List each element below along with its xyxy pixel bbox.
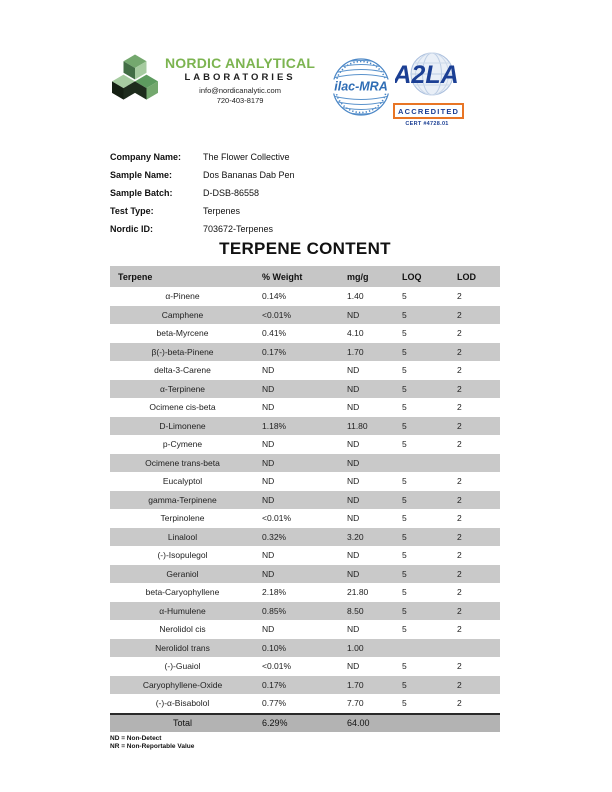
table-row: [110, 287, 500, 306]
brand-subtitle: LABORATORIES: [184, 72, 296, 83]
table-row: [110, 639, 500, 658]
cell-lod: 2: [457, 679, 462, 690]
cell-loq: 5: [402, 439, 407, 450]
a2la-cert-number: CERT #4728.01: [405, 121, 449, 127]
table-row: [110, 546, 500, 565]
cell-weight: ND: [262, 624, 275, 635]
info-label: Sample Batch:: [110, 188, 173, 198]
a2la-seal: [393, 52, 461, 127]
cell-weight: 0.14%: [262, 291, 287, 302]
cell-loq: 5: [402, 661, 407, 672]
brand-block: [112, 50, 315, 107]
table-row: [110, 694, 500, 713]
table-row: [110, 565, 500, 584]
cell-loq: 5: [402, 568, 407, 579]
cell-weight: ND: [262, 365, 275, 376]
cell-loq: 5: [402, 587, 407, 598]
cell-mgg: 1.70: [347, 346, 364, 357]
column-header-terpene: Terpene: [118, 271, 153, 282]
brand-name: NORDIC ANALYTICAL: [165, 55, 316, 71]
cell-mgg: 7.70: [347, 698, 364, 709]
cell-loq: 5: [402, 698, 407, 709]
cell-weight: 1.18%: [262, 420, 287, 431]
cell-loq: 5: [402, 531, 407, 542]
brand-text: [165, 50, 315, 107]
cell-name: α-Pinene: [165, 291, 200, 302]
total-mgg: 64.00: [347, 718, 370, 728]
cell-lod: 2: [457, 476, 462, 487]
cell-loq: 5: [402, 550, 407, 561]
info-row-nordic-id: [110, 220, 295, 238]
total-label: Total: [172, 718, 192, 728]
info-row-sample-name: [110, 166, 295, 184]
info-value: D-DSB-86558: [203, 188, 260, 198]
cell-name: Eucalyptol: [162, 476, 203, 487]
cell-lod: 2: [457, 402, 462, 413]
cell-mgg: ND: [347, 624, 360, 635]
info-value: The Flower Collective: [203, 152, 290, 162]
cell-name: (-)-α-Bisabolol: [155, 698, 210, 709]
cell-name: gamma-Terpinene: [148, 494, 217, 505]
cell-lod: 2: [457, 661, 462, 672]
cell-loq: 5: [402, 624, 407, 635]
table-header-row: [110, 266, 500, 287]
ilac-mra-seal-icon: [330, 56, 392, 123]
brand-phone: 720-403-8179: [216, 96, 264, 105]
cell-mgg: ND: [347, 402, 360, 413]
table-row: [110, 491, 500, 510]
info-row-sample-batch: [110, 184, 295, 202]
cell-name: Nerolidol trans: [155, 642, 210, 653]
cell-lod: 2: [457, 494, 462, 505]
cell-mgg: ND: [347, 383, 360, 394]
cell-loq: 5: [402, 494, 407, 505]
info-value: Terpenes: [203, 206, 241, 216]
cell-mgg: ND: [347, 568, 360, 579]
cell-mgg: 8.50: [347, 605, 364, 616]
cell-mgg: ND: [347, 365, 360, 376]
cell-name: β(-)-beta-Pinene: [151, 346, 214, 357]
table-row: [110, 528, 500, 547]
table-row: [110, 380, 500, 399]
info-label: Test Type:: [110, 206, 154, 216]
cell-weight: 0.17%: [262, 679, 287, 690]
cell-mgg: ND: [347, 661, 360, 672]
table-row: [110, 343, 500, 362]
cell-name: p-Cymene: [162, 439, 203, 450]
cell-loq: 5: [402, 309, 407, 320]
total-weight: 6.29%: [262, 718, 288, 728]
cell-lod: 2: [457, 365, 462, 376]
terpene-table: [110, 266, 500, 732]
cell-mgg: 3.20: [347, 531, 364, 542]
cell-mgg: ND: [347, 550, 360, 561]
column-header-weight: % Weight: [262, 271, 303, 282]
info-label: Nordic ID:: [110, 224, 154, 234]
cell-name: α-Humulene: [159, 605, 206, 616]
cell-name: Caryophyllene-Oxide: [142, 679, 223, 690]
cell-mgg: ND: [347, 494, 360, 505]
a2la-accredited-badge: ACCREDITED: [393, 103, 464, 119]
cell-name: beta-Caryophyllene: [145, 587, 220, 598]
cell-name: Ocimene trans-beta: [145, 457, 220, 468]
cell-loq: 5: [402, 383, 407, 394]
page-title: TERPENE CONTENT: [219, 239, 391, 258]
cell-loq: 5: [402, 365, 407, 376]
cell-lod: 2: [457, 698, 462, 709]
cell-mgg: 4.10: [347, 328, 364, 339]
column-header-mgg: mg/g: [347, 271, 369, 282]
table-row: [110, 583, 500, 602]
info-value: 703672-Terpenes: [203, 224, 274, 234]
info-row-test-type: [110, 202, 295, 220]
cell-lod: 2: [457, 291, 462, 302]
cell-loq: 5: [402, 513, 407, 524]
cell-name: Linalool: [167, 531, 198, 542]
cell-weight: ND: [262, 476, 275, 487]
cell-weight: <0.01%: [262, 513, 292, 524]
nordic-cubes-logo-icon: [112, 50, 158, 107]
table-row: [110, 306, 500, 325]
a2la-monogram: A2LA: [395, 61, 459, 89]
table-total-row: [110, 713, 500, 732]
info-value: Dos Bananas Dab Pen: [203, 170, 295, 180]
cell-loq: 5: [402, 291, 407, 302]
table-row: [110, 602, 500, 621]
cell-weight: ND: [262, 550, 275, 561]
column-header-loq: LOQ: [402, 271, 422, 282]
table-row: [110, 361, 500, 380]
table-row: [110, 676, 500, 695]
table-row: [110, 417, 500, 436]
a2la-globe-icon: [395, 52, 459, 96]
cell-weight: ND: [262, 439, 275, 450]
info-row-company: [110, 148, 295, 166]
cell-lod: 2: [457, 383, 462, 394]
cell-weight: 0.10%: [262, 642, 287, 653]
cell-lod: 2: [457, 420, 462, 431]
cell-loq: 5: [402, 328, 407, 339]
footnotes: [110, 735, 194, 751]
table-row: [110, 472, 500, 491]
cell-mgg: ND: [347, 513, 360, 524]
cell-name: Nerolidol cis: [159, 624, 206, 635]
brand-email: info@nordicanalytic.com: [199, 86, 281, 95]
cell-mgg: 21.80: [347, 587, 369, 598]
table-body: [110, 287, 500, 713]
footnote-nd: ND = Non-Detect: [110, 735, 162, 742]
cell-name: α-Terpinene: [159, 383, 206, 394]
info-label: Sample Name:: [110, 170, 173, 180]
cell-name: Geraniol: [166, 568, 199, 579]
cell-name: beta-Myrcene: [156, 328, 209, 339]
cell-weight: ND: [262, 383, 275, 394]
cell-lod: 2: [457, 513, 462, 524]
cell-weight: <0.01%: [262, 309, 292, 320]
cell-weight: 2.18%: [262, 587, 287, 598]
footnote-nr: NR = Non-Reportable Value: [110, 743, 195, 750]
cell-mgg: ND: [347, 439, 360, 450]
cell-weight: ND: [262, 494, 275, 505]
cell-weight: ND: [262, 457, 275, 468]
cell-weight: 0.32%: [262, 531, 287, 542]
cell-weight: 0.77%: [262, 698, 287, 709]
cell-mgg: ND: [347, 309, 360, 320]
cell-name: D-Limonene: [159, 420, 206, 431]
cell-mgg: ND: [347, 476, 360, 487]
cell-lod: 2: [457, 346, 462, 357]
cell-name: delta-3-Carene: [154, 365, 211, 376]
table-row: [110, 435, 500, 454]
table-row: [110, 657, 500, 676]
cell-lod: 2: [457, 309, 462, 320]
cell-lod: 2: [457, 605, 462, 616]
cell-weight: ND: [262, 402, 275, 413]
cell-weight: 0.85%: [262, 605, 287, 616]
cell-loq: 5: [402, 476, 407, 487]
cell-loq: 5: [402, 679, 407, 690]
table-row: [110, 509, 500, 528]
cell-lod: 2: [457, 587, 462, 598]
cell-name: Ocimene cis-beta: [149, 402, 216, 413]
cell-lod: 2: [457, 439, 462, 450]
cell-weight: <0.01%: [262, 661, 292, 672]
sample-info-block: [110, 148, 295, 238]
cell-weight: 0.41%: [262, 328, 287, 339]
cell-name: Camphene: [161, 309, 204, 320]
cell-mgg: 1.70: [347, 679, 364, 690]
table-row: [110, 454, 500, 473]
cell-name: (-)-Isopulegol: [157, 550, 208, 561]
cell-lod: 2: [457, 531, 462, 542]
cell-mgg: 11.80: [347, 420, 368, 431]
cell-lod: 2: [457, 328, 462, 339]
cell-loq: 5: [402, 346, 407, 357]
cell-name: (-)-Guaiol: [164, 661, 201, 672]
cell-lod: 2: [457, 550, 462, 561]
table-row: [110, 324, 500, 343]
table-row: [110, 398, 500, 417]
cell-mgg: ND: [347, 457, 360, 468]
cell-loq: 5: [402, 402, 407, 413]
cell-mgg: 1.40: [347, 291, 364, 302]
info-label: Company Name:: [110, 152, 182, 162]
cell-lod: 2: [457, 568, 462, 579]
cell-weight: 0.17%: [262, 346, 287, 357]
cell-loq: 5: [402, 420, 407, 431]
cell-name: Terpinolene: [160, 513, 205, 524]
cell-mgg: 1.00: [347, 642, 364, 653]
ilac-mra-label: ilac-MRA: [334, 79, 388, 94]
cell-loq: 5: [402, 605, 407, 616]
column-header-lod: LOD: [457, 271, 476, 282]
cell-weight: ND: [262, 568, 275, 579]
table-row: [110, 620, 500, 639]
cell-lod: 2: [457, 624, 462, 635]
